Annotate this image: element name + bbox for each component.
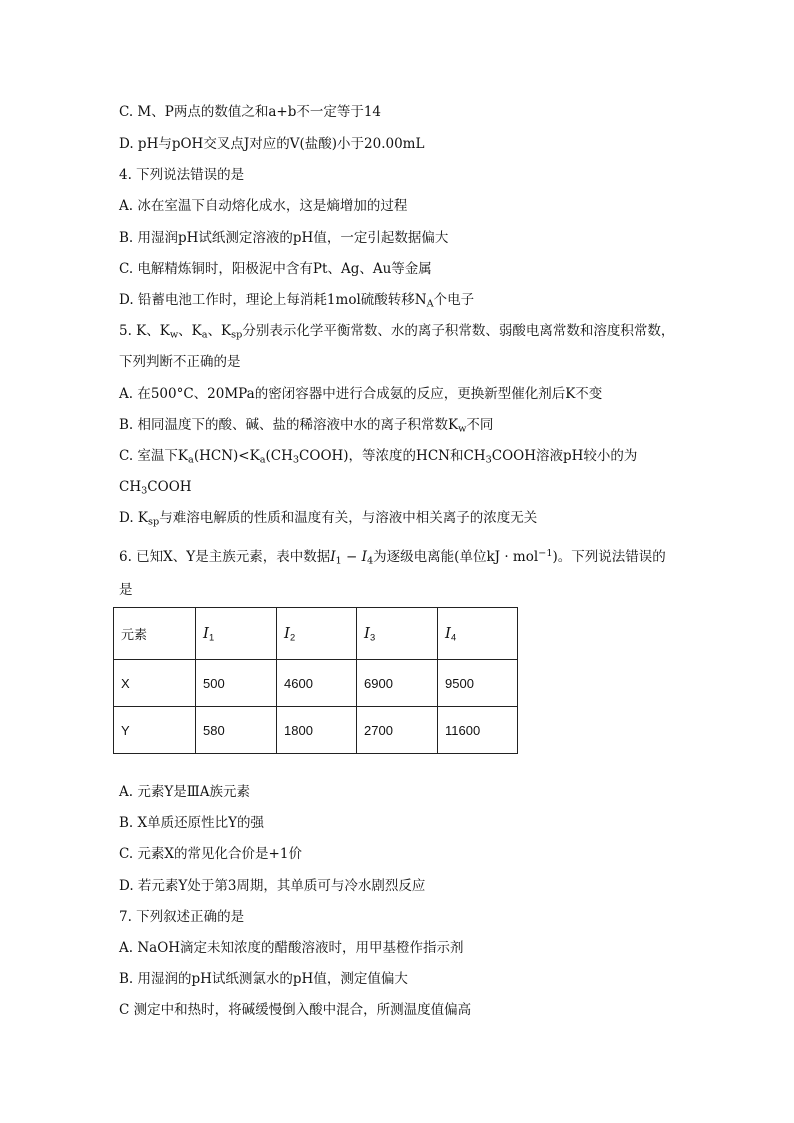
option-5b: B. 相同温度下的酸、碱、盐的稀溶液中水的离子积常数$K_w$不同 [119, 417, 494, 435]
option-5c: C. 室温下$K_a(HCN)<K_a(CH_3COOH)$，等浓度的HCN和$CH_3COOH$溶液pH较小的为 [119, 448, 638, 466]
option-6a: A. 元素Y是ⅢA族元素 [119, 784, 251, 800]
question-7-stem: 7. 下列叙述正确的是 [119, 909, 245, 925]
option-7c: C 测定中和热时，将碱缓慢倒入酸中混合，所测温度值偏高 [119, 1002, 472, 1018]
table-header-cell: 元素 [114, 608, 196, 660]
table-cell: 580 [196, 707, 277, 754]
option-6d: D. 若元素Y处于第3周期，其单质可与冷水剧烈反应 [119, 878, 426, 894]
table-cell: 4600 [277, 660, 357, 707]
table-header-cell: $I_3$ [357, 608, 438, 660]
option-4a: A. 冰在室温下自动熔化成水，这是熵增加的过程 [119, 198, 408, 214]
option-5d: D. $K_{sp}$与难溶电解质的性质和温度有关，与溶液中相关离子的浓度无关 [119, 510, 538, 528]
option-6b: B. X单质还原性比Y的强 [119, 815, 265, 831]
table-row [114, 707, 518, 754]
table-header-cell: $I_4$ [438, 608, 518, 660]
ionization-energy-table [113, 607, 518, 754]
table-cell: 500 [196, 660, 277, 707]
table-cell: 9500 [438, 660, 518, 707]
question-5-stem-cont: 下列判断不正确的是 [119, 354, 241, 370]
table-cell: Y [114, 707, 196, 754]
table-cell: X [114, 660, 196, 707]
question-4-stem: 4. 下列说法错误的是 [119, 167, 245, 183]
option-6c: C. 元素X的常见化合价是+1价 [119, 846, 302, 862]
table-cell: 6900 [357, 660, 438, 707]
option-4d: D. 铅蓄电池工作时，理论上每消耗1mol硫酸转移$N_A$个电子 [119, 292, 475, 310]
table-cell: 11600 [438, 707, 518, 754]
table-header-row [114, 608, 518, 660]
question-5-stem: 5. K、$K_w$、$K_a$、$K_{sp}$分别表示化学平衡常数、水的离子积常数、弱酸电离常数和溶度积常数， [119, 323, 675, 341]
table-cell: 2700 [357, 707, 438, 754]
question-6-stem-cont: 是 [119, 582, 133, 598]
option-7a: A. NaOH滴定未知浓度的醋酸溶液时，用甲基橙作指示剂 [119, 940, 464, 956]
question-6-stem: 6. 已知X、Y是主族元素，表中数据$I_1 - I_4$为逐级电离能(单位kJ · mol$^{-1}$)。下列说法错误的 [119, 548, 666, 567]
option-4b: B. 用湿润pH试纸测定溶液的pH值，一定引起数据偏大 [119, 230, 449, 246]
table-header-cell: $I_1$ [196, 608, 277, 660]
option-3c: C. M、P两点的数值之和a+b不一定等于14 [119, 104, 382, 120]
table-header-cell: $I_2$ [277, 608, 357, 660]
table-cell: 1800 [277, 707, 357, 754]
option-3d: D. pH与pOH交叉点J对应的V(盐酸)小于20.00mL [119, 136, 425, 152]
option-5c-cont: $CH_3COOH$ [119, 479, 192, 497]
option-4c: C. 电解精炼铜时，阳极泥中含有Pt、Ag、Au等金属 [119, 261, 432, 277]
option-7b: B. 用湿润的pH试纸测氯水的pH值，测定值偏大 [119, 971, 408, 987]
table-row [114, 660, 518, 707]
option-5a: A. 在500°C、20MPa的密闭容器中进行合成氨的反应，更换新型催化剂后K不变 [119, 386, 603, 402]
